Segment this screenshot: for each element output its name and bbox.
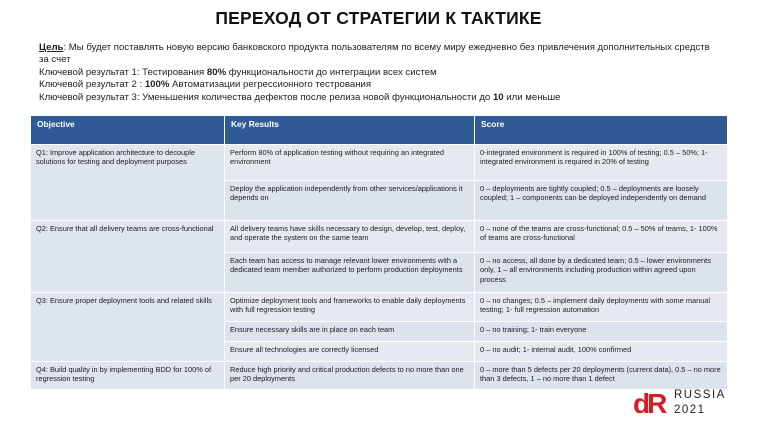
key-result-prefix: Ключевой результат 3: Уменьшения количества дефектов после релиза новой функциональности до: [39, 91, 493, 103]
key-result-cell: Optimize deployment tools and frameworks to enable daily deployments with full regression testing: [225, 293, 475, 322]
header-score: Score: [475, 116, 728, 145]
key-result-cell: Reduce high priority and critical production defects to no more than one per 20 deployments: [225, 362, 475, 390]
page-title: ПЕРЕХОД ОТ СТРАТЕГИИ К ТАКТИКЕ: [215, 8, 542, 28]
objective-cell: Q1: Improve application architecture to decouple solutions for testing and deployment purposes: [31, 145, 225, 221]
score-cell: 0 – deployments are tightly coupled; 0.5 – deployments are loosely coupled; 1 – components can be deployed independently on demand: [475, 181, 728, 221]
score-cell: 0 – no training; 1- train everyone: [475, 322, 728, 342]
objective-cell: Q2: Ensure that all delivery teams are cross-functional: [31, 221, 225, 293]
score-cell: 0 – no access, all done by a dedicated team; 0.5 – lower environments only, 1 – all environments including production within agreed upon process: [475, 253, 728, 293]
key-result-prefix: Ключевой результат 2 :: [39, 79, 145, 91]
key-result-line: [39, 79, 719, 91]
key-result-cell: Ensure necessary skills are in place on each team: [225, 322, 475, 342]
table-header-row: [31, 116, 728, 145]
dr-russia-2021-logo: [633, 386, 753, 420]
score-cell: 0-integrated environment is required in 100% of testing; 0.5 – 50%; 1- integrated environment is required in 20% of testing: [475, 145, 728, 181]
table-row: [31, 293, 728, 322]
header-objective: Objective: [31, 116, 225, 145]
key-result-cell: Deploy the application independently from other services/applications it depends on: [225, 181, 475, 221]
dr-logo-mark: dR: [633, 388, 665, 419]
key-result-cell: Perform 80% of application testing without requiring an integrated environment: [225, 145, 475, 181]
key-result-suffix: Автоматизации регрессионного тестрования: [169, 79, 372, 91]
goals-block: [39, 42, 719, 104]
goal-label: Цель: [39, 42, 64, 53]
key-result-prefix: Ключевой результат 1: Тестирования: [39, 66, 207, 78]
key-result-value: 100%: [144, 79, 170, 91]
table-row: [31, 221, 728, 253]
okr-table: [30, 115, 728, 390]
logo-country: RUSSIA: [674, 389, 726, 401]
key-result-value: 10: [492, 91, 504, 103]
goal-text: : Мы будет поставлять новую версию банковского продукта пользователям по всему миру ежедневно без привлечения дополнительных средств за счет: [39, 42, 710, 66]
header-key-results: Key Results: [225, 116, 475, 145]
key-result-cell: Each team has access to manage relevant lower environments with a dedicated team member authorized to perform production deployments: [225, 253, 475, 293]
objective-cell: Q3: Ensure proper deployment tools and related skills: [31, 293, 225, 362]
score-cell: 0 – none of the teams are cross-functional; 0.5 – 50% of teams, 1- 100% of teams are cross-functional: [475, 221, 728, 253]
key-result-cell: Ensure all technologies are correctly licensed: [225, 342, 475, 362]
key-result-line: [39, 92, 719, 104]
objective-cell: Q4: Build quality in by implementing BDD for 100% of regression testing: [31, 362, 225, 390]
key-result-line: [39, 67, 719, 79]
table-row: [31, 145, 728, 181]
score-cell: 0 – no changes; 0.5 – implement daily deployments with some manual testing; 1- full regression automation: [475, 293, 728, 322]
goal-line: [39, 42, 719, 67]
logo-year: 2021: [674, 404, 706, 416]
key-result-suffix: функциональности до интеграции всех систем: [226, 66, 437, 78]
score-cell: 0 – no audit; 1- internal audit, 100% confirmed: [475, 342, 728, 362]
key-result-cell: All delivery teams have skills necessary to design, develop, test, deploy, and operate the system on the same team: [225, 221, 475, 253]
key-result-suffix: или меньше: [503, 91, 561, 103]
key-result-value: 80%: [206, 66, 227, 78]
score-cell: 0 – more than 5 defects per 20 deployments (current data), 0.5 – no more than 3 defects, 1 – no more than 1 defect: [475, 362, 728, 390]
table-row: [31, 362, 728, 390]
